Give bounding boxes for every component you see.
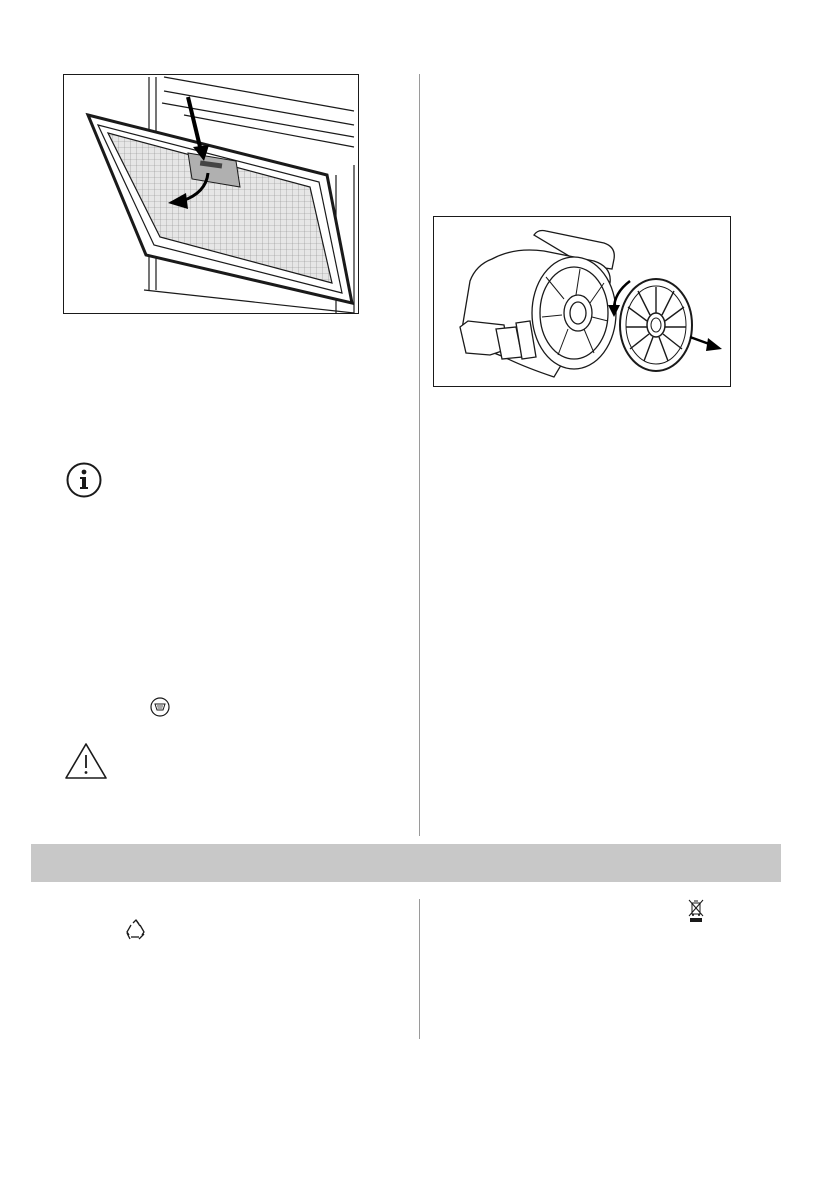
- carbon-filter-figure: [433, 216, 731, 387]
- filter-indicator-icon: [150, 697, 170, 717]
- carbon-filter-illustration: [434, 217, 730, 386]
- motor-housing: [460, 231, 616, 378]
- section-heading-band: [31, 844, 781, 882]
- crossed-bin-icon: [688, 899, 704, 923]
- pull-arrow: [690, 337, 722, 351]
- info-icon: [66, 462, 102, 498]
- recycle-icon: [124, 918, 148, 942]
- column-divider-bottom: [419, 899, 420, 1039]
- filter-frame: [88, 115, 352, 303]
- column-divider-top: [419, 74, 420, 836]
- grease-filter-figure: [63, 74, 359, 314]
- warning-icon: [64, 742, 108, 780]
- grease-filter-illustration: [64, 75, 358, 313]
- carbon-filter-disc: [620, 279, 692, 371]
